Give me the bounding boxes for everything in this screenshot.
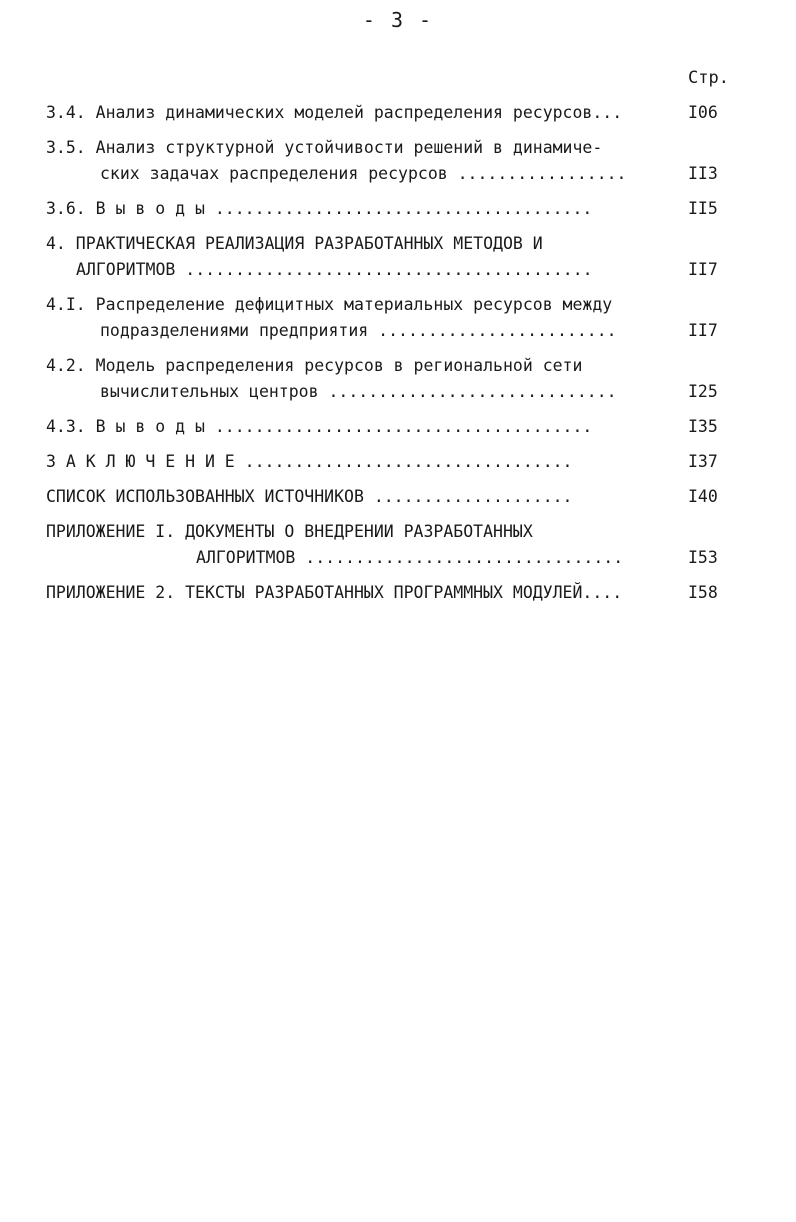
toc-entry-text: подразделениями предприятия ........................	[100, 321, 617, 340]
toc-entry-conclusion	[0, 449, 796, 475]
toc-entry-4-2	[0, 353, 796, 379]
page-column-header: Стр.	[688, 68, 729, 88]
toc-entry-page: I53	[688, 548, 718, 567]
toc-entry-appendix-2	[0, 580, 796, 606]
toc-entry-text: 3.5. Анализ структурной устойчивости решений в динамиче-	[46, 138, 603, 157]
toc-entry-page: I58	[688, 583, 718, 602]
toc-entry-text: СПИСОК ИСПОЛЬЗОВАННЫХ ИСТОЧНИКОВ ....................	[46, 487, 573, 506]
toc-entry-4-cont	[0, 257, 796, 283]
toc-entry-page: II5	[688, 199, 718, 218]
table-of-contents	[0, 100, 796, 606]
toc-entry-text: З А К Л Ю Ч Е Н И Е .................................	[46, 452, 573, 471]
toc-entry-3-5-cont	[0, 161, 796, 187]
toc-entry-3-6	[0, 196, 796, 222]
toc-entry-text: 3.6. В ы в о д ы ......................................	[46, 199, 593, 218]
toc-entry-references	[0, 484, 796, 510]
toc-entry-text: 4.3. В ы в о д ы ......................................	[46, 417, 593, 436]
toc-entry-appendix-1-cont	[0, 545, 796, 571]
toc-entry-page: I37	[688, 452, 718, 471]
toc-entry-text: 3.4. Анализ динамических моделей распределения ресурсов...	[46, 103, 623, 122]
toc-entry-appendix-1	[0, 519, 796, 545]
toc-entry-text: 4.I. Распределение дефицитных материальных ресурсов между	[46, 295, 613, 314]
toc-entry-page: I35	[688, 417, 718, 436]
toc-entry-page: I06	[688, 103, 718, 122]
toc-entry-3-5	[0, 135, 796, 161]
toc-entry-text: ПРИЛОЖЕНИЕ I. ДОКУМЕНТЫ О ВНЕДРЕНИИ РАЗРАБОТАННЫХ	[46, 522, 533, 541]
toc-entry-text: 4. ПРАКТИЧЕСКАЯ РЕАЛИЗАЦИЯ РАЗРАБОТАННЫХ МЕТОДОВ И	[46, 234, 543, 253]
toc-entry-page: I40	[688, 487, 718, 506]
toc-entry-4-1	[0, 292, 796, 318]
toc-entry-page: II3	[688, 164, 718, 183]
toc-entry-text: АЛГОРИТМОВ .........................................	[76, 260, 593, 279]
page-number: - 3 -	[362, 8, 434, 32]
toc-entry-text: ских задачах распределения ресурсов .................	[100, 164, 627, 183]
toc-entry-3-4	[0, 100, 796, 126]
toc-entry-page: II7	[688, 321, 718, 340]
toc-entry-text: 4.2. Модель распределения ресурсов в региональной сети	[46, 356, 583, 375]
toc-entry-text: ПРИЛОЖЕНИЕ 2. ТЕКСТЫ РАЗРАБОТАННЫХ ПРОГРАММНЫХ МОДУЛЕЙ....	[46, 583, 623, 602]
toc-entry-text: вычислительных центров .............................	[100, 382, 617, 401]
toc-entry-page: II7	[688, 260, 718, 279]
toc-entry-text: АЛГОРИТМОВ ................................	[196, 548, 624, 567]
toc-entry-4-1-cont	[0, 318, 796, 344]
toc-entry-4-3	[0, 414, 796, 440]
toc-entry-4	[0, 231, 796, 257]
toc-entry-page: I25	[688, 382, 718, 401]
toc-entry-4-2-cont	[0, 379, 796, 405]
